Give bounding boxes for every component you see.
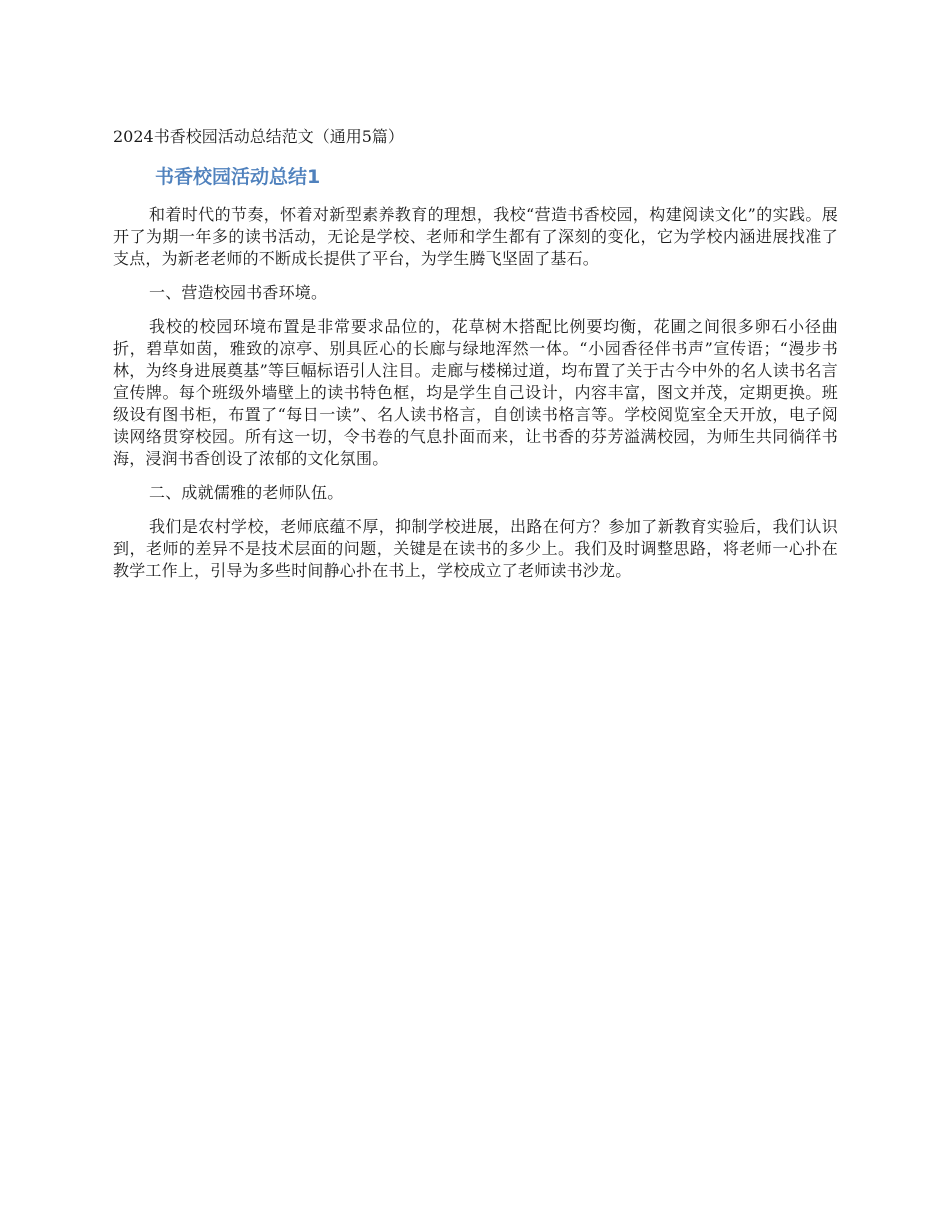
paragraph-environment: 我校的校园环境布置是非常要求品位的，花草树木搭配比例要均衡，花圃之间很多卵石小径曲折，碧草如茵，雅致的凉亭、别具匠心的长廊与绿地浑然一体。“小园香径伴书声”宣传语；“漫步书林，为终身进展奠基”等巨幅标语引人注目。走廊与楼梯过道，均布置了关于古今中外的名人读书名言宣传牌。每个班级外墙壁上的读书特色框，均是学生自己设计，内容丰富，图文并茂，定期更换。班级设有图书柜，布置了“每日一读”、名人读书格言，自创读书格言等。学校阅览室全天开放，电子阅读网络贯穿校园。所有这一切，令书卷的气息扑面而来，让书香的芬芳溢满校园，为师生共同徜徉书海，浸润书香创设了浓郁的文化氛围。 — [113, 317, 838, 468]
paragraph-teachers: 我们是农村学校，老师底蕴不厚，抑制学校进展，出路在何方？参加了新教育实验后，我们认识到，老师的差异不是技术层面的问题，关键是在读书的多少上。我们及时调整思路，将老师一心扑在教学工作上，引导为多些时间静心扑在书上，学校成立了老师读书沙龙。 — [113, 517, 838, 580]
document-title: 2024书香校园活动总结范文（通用5篇） — [113, 127, 404, 146]
document-page — [113, 126, 838, 582]
paragraph-subheading-teachers: 二、成就儒雅的老师队伍。 — [149, 483, 344, 502]
paragraph-intro: 和着时代的节奏，怀着对新型素养教育的理想，我校“营造书香校园，构建阅读文化”的实践。展开了为期一年多的读书活动，无论是学校、老师和学生都有了深刻的变化，它为学校内涵进展找准了支点，为新老老师的不断成长提供了平台，为学生腾飞坚固了基石。 — [113, 205, 838, 268]
paragraph-subheading-environment: 一、营造校园书香环境。 — [149, 283, 328, 302]
section-heading: 书香校园活动总结1 — [155, 166, 321, 188]
